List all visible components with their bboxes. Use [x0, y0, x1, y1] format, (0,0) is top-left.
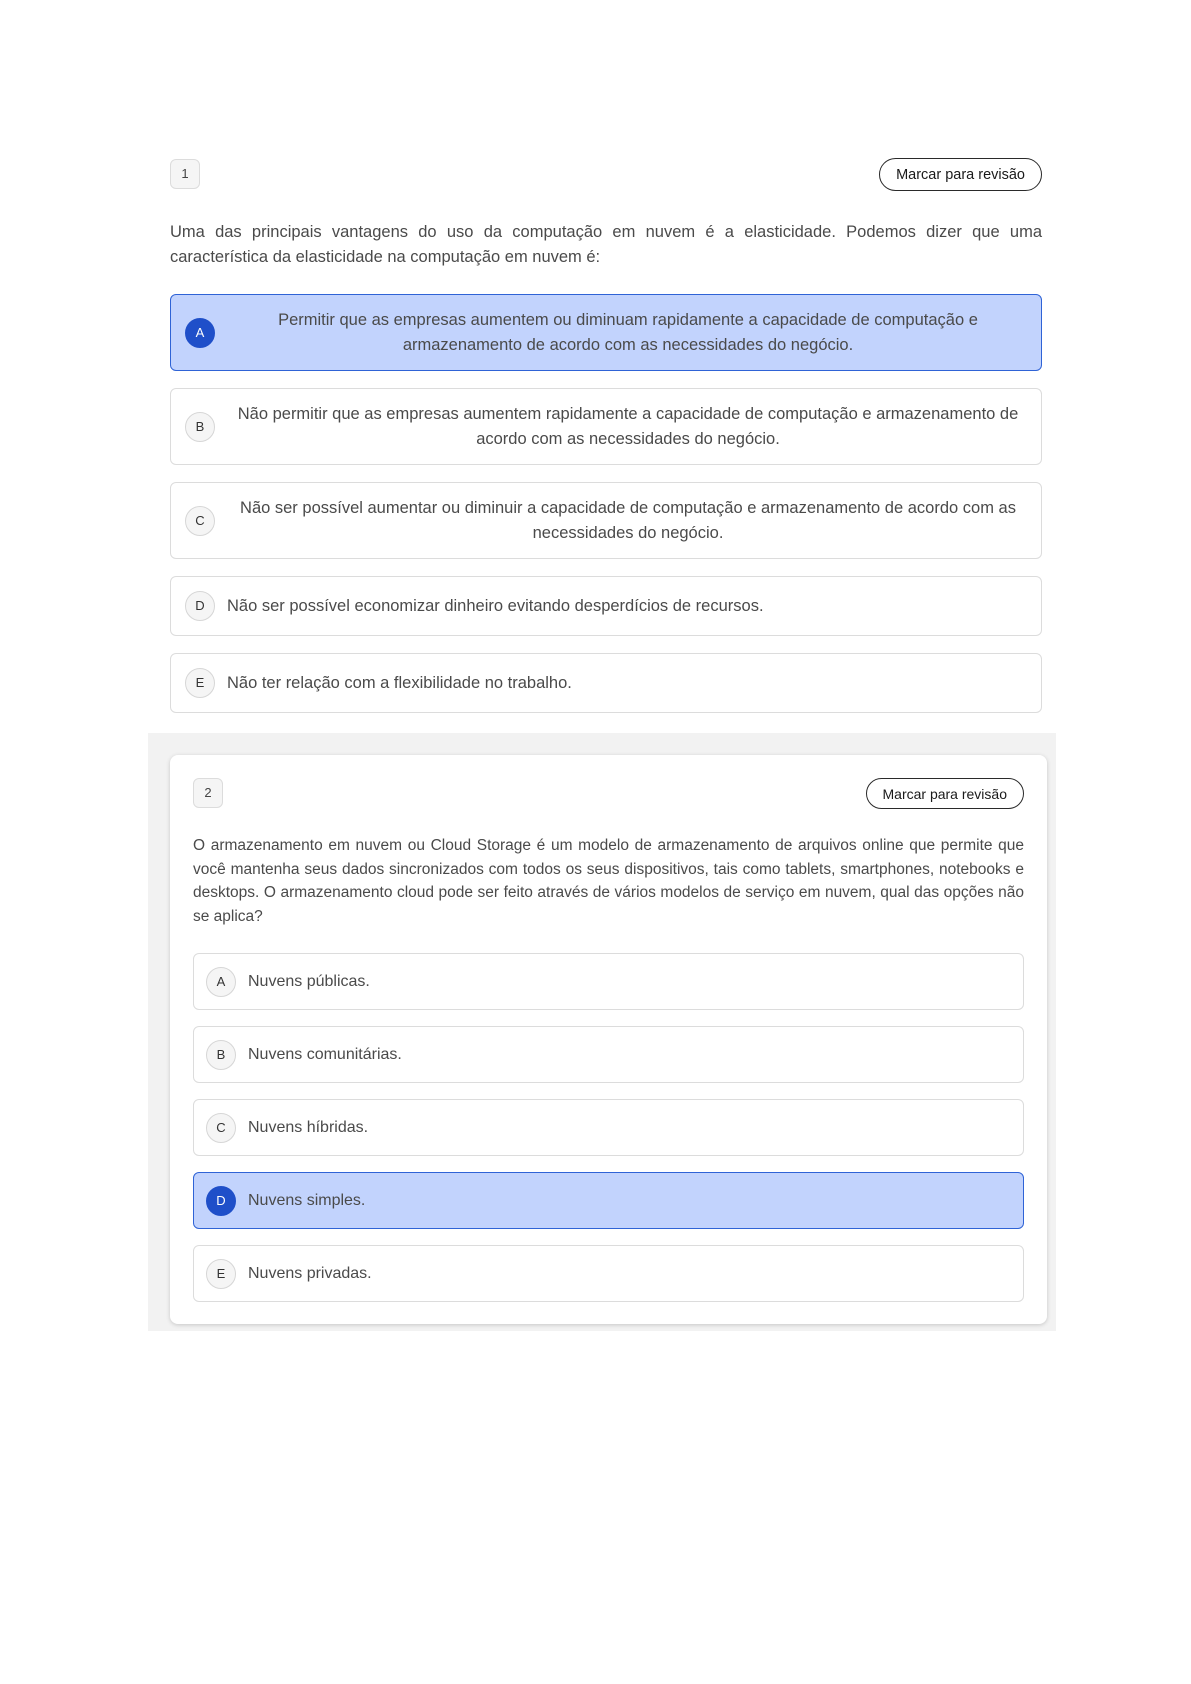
option-text: Não ter relação com a flexibilidade no trabalho.	[227, 673, 572, 692]
option-text: Nuvens comunitárias.	[248, 1046, 402, 1063]
option-e[interactable]	[170, 653, 1042, 713]
option-letter: A	[185, 318, 215, 348]
mark-for-review-button[interactable]: Marcar para revisão	[879, 158, 1042, 191]
option-text: Não permitir que as empresas aumentem rapidamente a capacidade de computação e armazenamento de acordo com as necessidades do negócio.	[237, 404, 1019, 448]
option-letter: A	[206, 967, 236, 997]
mark-for-review-button[interactable]: Marcar para revisão	[866, 778, 1025, 809]
answer-options	[170, 294, 1042, 713]
option-letter: C	[206, 1113, 236, 1143]
option-text: Não ser possível economizar dinheiro evitando desperdícios de recursos.	[227, 596, 764, 615]
option-a[interactable]	[170, 294, 1042, 371]
question-number: 1	[170, 159, 200, 189]
question-1	[170, 158, 1042, 730]
option-d[interactable]	[170, 576, 1042, 636]
question-text: Uma das principais vantagens do uso da computação em nuvem é a elasticidade. Podemos dizer que uma característica da elasticidade na computação em nuvem é:	[170, 223, 1042, 266]
answer-options	[193, 953, 1024, 1302]
question-text: O armazenamento em nuvem ou Cloud Storage é um modelo de armazenamento de arquivos online que permite que você mantenha seus dados sincronizados com todos os seus dispositivos, tais como tablets, smartphones, notebooks e desktops. O armazenamento cloud pode ser feito através de vários modelos de serviço em nuvem, qual das opções não se aplica?	[193, 837, 1024, 925]
option-letter: D	[185, 591, 215, 621]
question-number: 2	[193, 778, 223, 808]
option-b[interactable]	[193, 1026, 1024, 1083]
option-text: Nuvens públicas.	[248, 973, 370, 990]
question-panel	[148, 733, 1056, 1331]
option-e[interactable]	[193, 1245, 1024, 1302]
option-letter: C	[185, 506, 215, 536]
option-c[interactable]	[170, 482, 1042, 559]
option-letter: B	[206, 1040, 236, 1070]
option-text: Nuvens híbridas.	[248, 1119, 369, 1136]
option-text: Permitir que as empresas aumentem ou diminuam rapidamente a capacidade de computação e armazenamento de acordo com as necessidades do negócio.	[278, 310, 978, 354]
option-letter: B	[185, 412, 215, 442]
question-2	[170, 755, 1047, 1324]
option-letter: E	[206, 1259, 236, 1289]
option-a[interactable]	[193, 953, 1024, 1010]
option-text: Nuvens privadas.	[248, 1265, 372, 1282]
question-header	[170, 158, 1042, 192]
option-letter: D	[206, 1186, 236, 1216]
option-text: Nuvens simples.	[248, 1192, 366, 1209]
option-c[interactable]	[193, 1099, 1024, 1156]
option-b[interactable]	[170, 388, 1042, 465]
option-text: Não ser possível aumentar ou diminuir a capacidade de computação e armazenamento de acordo com as necessidades do negócio.	[240, 498, 1016, 542]
option-d[interactable]	[193, 1172, 1024, 1229]
question-header	[193, 778, 1024, 810]
option-letter: E	[185, 668, 215, 698]
